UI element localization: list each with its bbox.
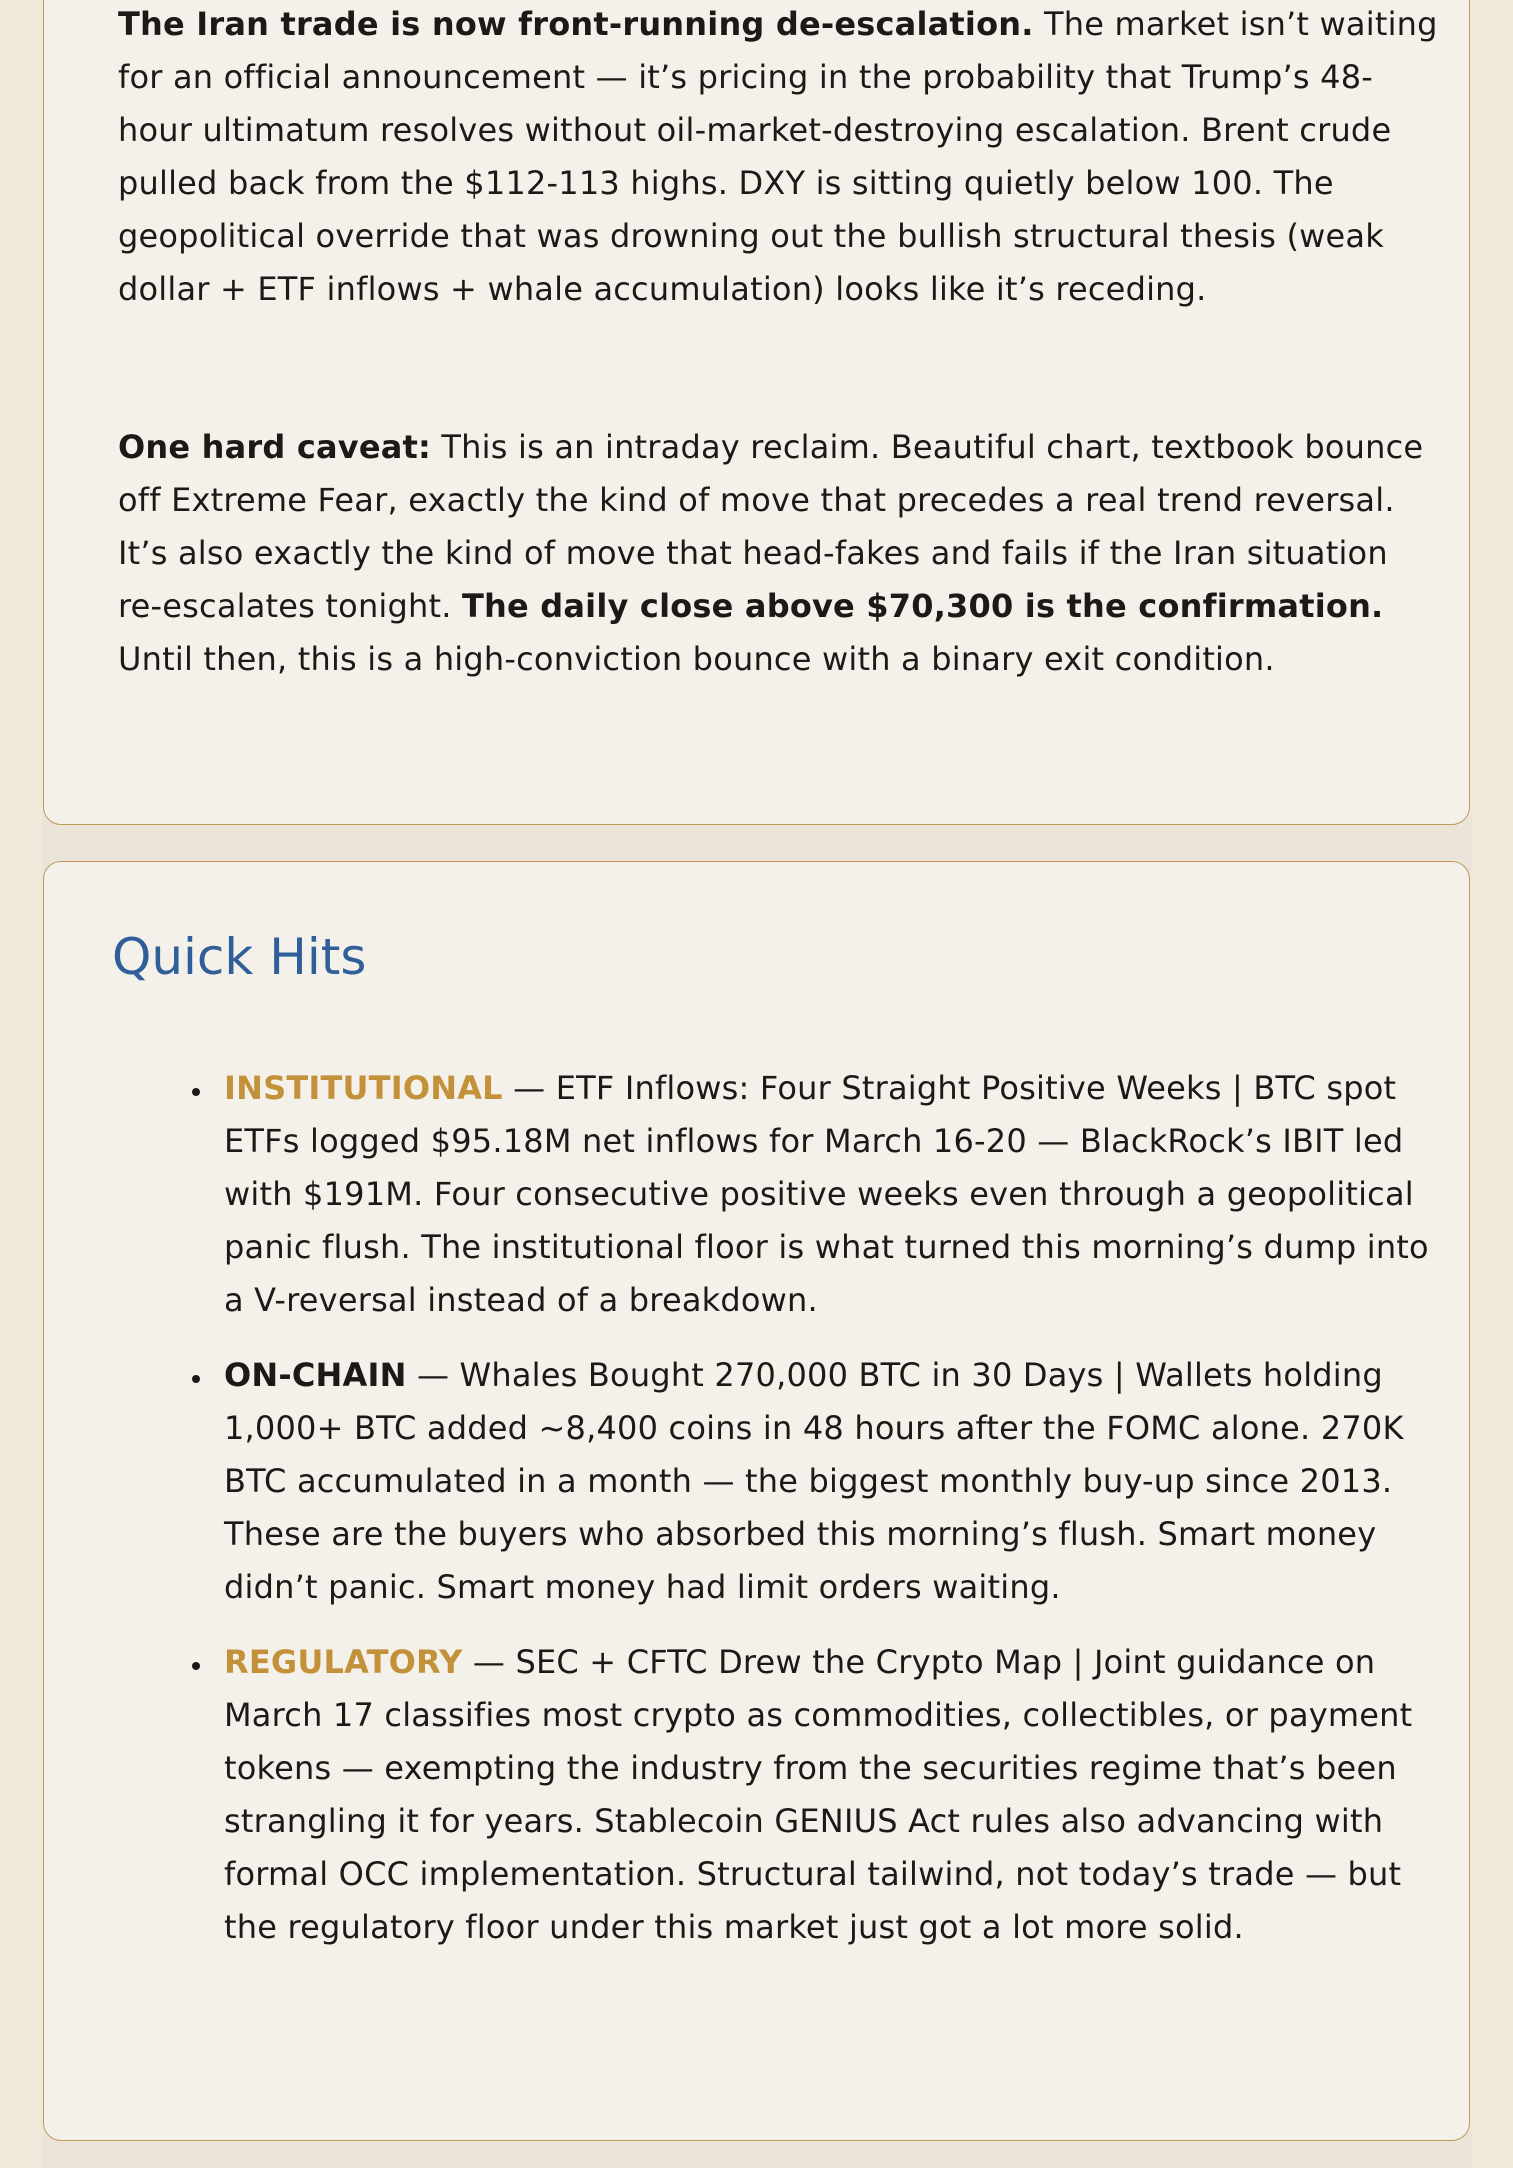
list-item (214, 1636, 1444, 1954)
paragraph-caveat (118, 421, 1438, 686)
section-title: Quick Hits (112, 928, 367, 986)
list-item-text: — SEC + CFTC Drew the Crypto Map | Joint guidance on March 17 classifies most crypto as commodities, collectibles, or payment tokens — exempting the industry from the securities regime that’s been strangling it for years. Stablecoin GENIUS Act rules also advancing with formal OCC implementation. Structural tailwind, not today’s trade — but the regulatory floor under this market just got a lot more solid. (224, 1643, 1413, 1946)
list-item (214, 1349, 1444, 1614)
paragraph-body: The market isn’t waiting for an official announcement — it’s pricing in the probability that Trump’s 48-hour ultimatum resolves without oil-market-destroying escalation. Brent crude pulled back from the $112-113 highs. DXY is sitting quietly below 100. The geopolitical override that was drowning out the bullish structural thesis (weak dollar + ETF inflows + whale accumulation) looks like it’s receding. (118, 5, 1438, 308)
list-item-text: — ETF Inflows: Four Straight Positive Weeks | BTC spot ETFs logged $95.18M net inflows for March 16-20 — BlackRock’s IBIT led with $191M. Four consecutive positive weeks even through a geopolitical panic flush. The institutional floor is what turned this morning’s dump into a V-reversal instead of a breakdown. (224, 1069, 1429, 1319)
analysis-card (43, 0, 1470, 825)
category-tag: ON-CHAIN (224, 1356, 407, 1394)
quick-hits-list (124, 1062, 1444, 1976)
paragraph-lead-bold: One hard caveat: (118, 428, 432, 466)
paragraph-emphasis: The daily close above $70,300 is the confirmation. (462, 587, 1384, 625)
paragraph-iran-trade (118, 0, 1438, 316)
list-item-text: — Whales Bought 270,000 BTC in 30 Days | Wallets holding 1,000+ BTC added ~8,400 coins in 48 hours after the FOMC alone. 270K BTC accumulated in a month — the biggest monthly buy-up since 2013. These are the buyers who absorbed this morning’s flush. Smart money didn’t panic. Smart money had limit orders waiting. (224, 1356, 1404, 1606)
paragraph-body-end: Until then, this is a high-conviction bounce with a binary exit condition. (118, 640, 1275, 678)
quick-hits-card (43, 861, 1470, 2141)
paragraph-body: This is an intraday reclaim. Beautiful chart, textbook bounce off Extreme Fear, exactly the kind of move that precedes a real trend reversal. It’s also exactly the kind of move that head-fakes and fails if the Iran situation re-escalates tonight. (118, 428, 1424, 625)
category-tag: REGULATORY (224, 1643, 463, 1681)
paragraph-lead-bold: The Iran trade is now front-running de-escalation. (118, 5, 1034, 43)
list-item (214, 1062, 1444, 1327)
category-tag: INSTITUTIONAL (224, 1069, 503, 1107)
